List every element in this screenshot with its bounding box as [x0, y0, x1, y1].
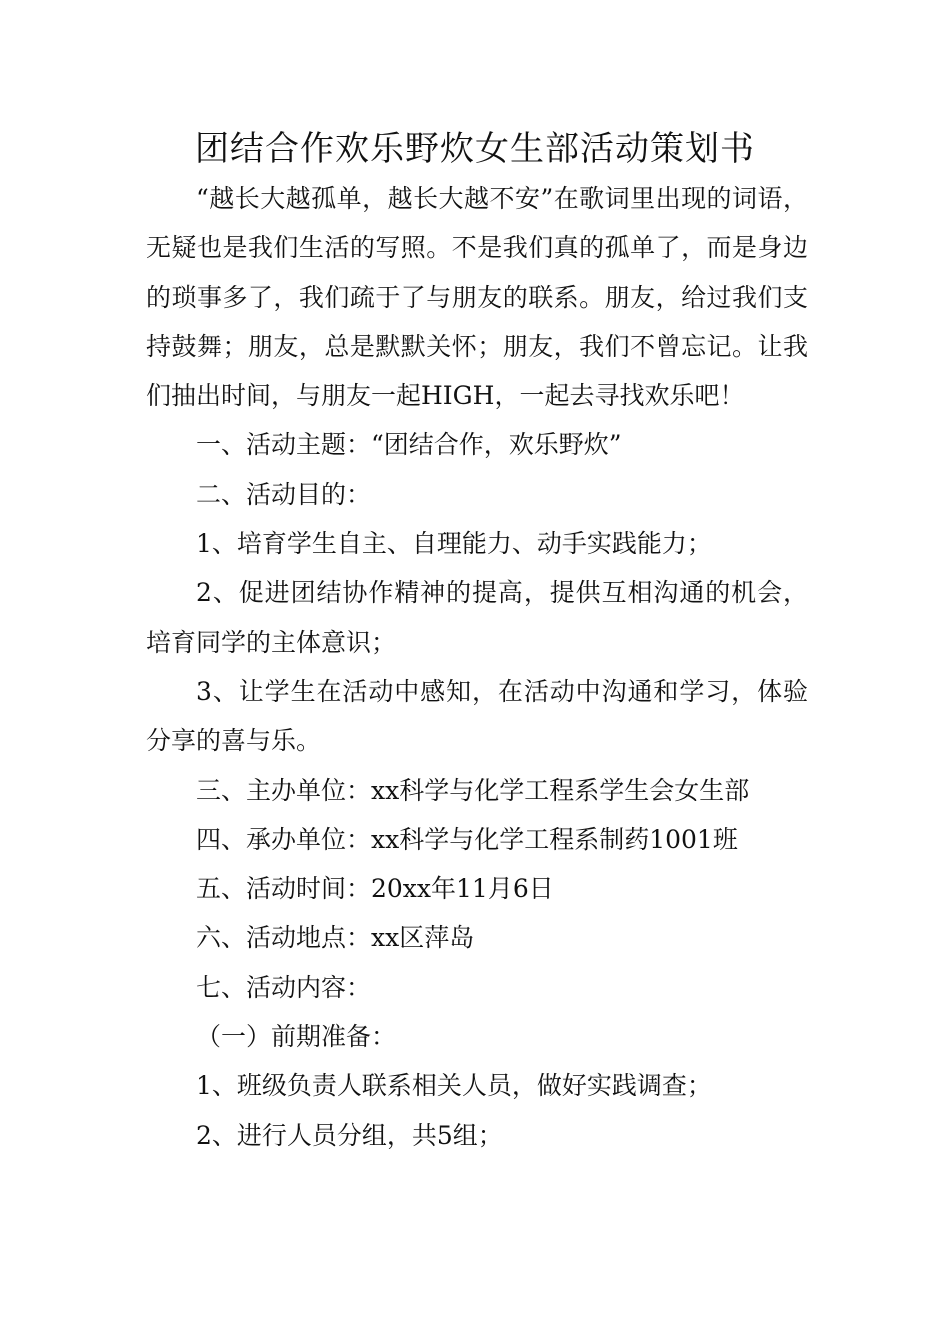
purpose-item-1: 1、培育学生自主、自理能力、动手实践能力；	[196, 529, 712, 559]
section-content-heading: 七、活动内容：	[196, 972, 372, 1002]
section-time: 五、活动时间：20xx年11月6日	[196, 874, 554, 904]
purpose-item-3: 3、让学生在活动中感知，在活动中沟通和学习，体验分享的喜与乐。	[146, 676, 808, 756]
preparation-item-1: 1、班级负责人联系相关人员，做好实践调查；	[196, 1071, 712, 1101]
document-title: 团结合作欢乐野炊女生部活动策划书	[195, 129, 755, 169]
section-organizer: 三、主办单位：xx科学与化学工程系学生会女生部	[196, 775, 750, 805]
subsection-preparation: （一）前期准备：	[196, 1022, 397, 1052]
preparation-item-2: 2、进行人员分组，共5组；	[196, 1120, 503, 1150]
intro-paragraph: “越长大越孤单，越长大越不安”在歌词里出现的词语，无疑也是我们生活的写照。不是我们真的孤单了，而是身边的琐事多了，我们疏于了与朋友的联系。朋友，给过我们支持鼓舞；朋友，总是默默关怀；朋友，我们不曾忘记。让我们抽出时间，与朋友一起HIGH，一起去寻找欢乐吧！	[146, 184, 808, 411]
document-body	[146, 174, 808, 1160]
purpose-item-2: 2、促进团结协作精神的提高，提供互相沟通的机会，培育同学的主体意识；	[146, 578, 808, 657]
section-co-organizer: 四、承办单位：xx科学与化学工程系制药1001班	[196, 824, 738, 854]
section-purpose-heading: 二、活动目的：	[196, 479, 372, 509]
section-location: 六、活动地点：xx区萍岛	[196, 923, 475, 953]
section-theme: 一、活动主题：“团结合作，欢乐野炊”	[196, 430, 622, 460]
